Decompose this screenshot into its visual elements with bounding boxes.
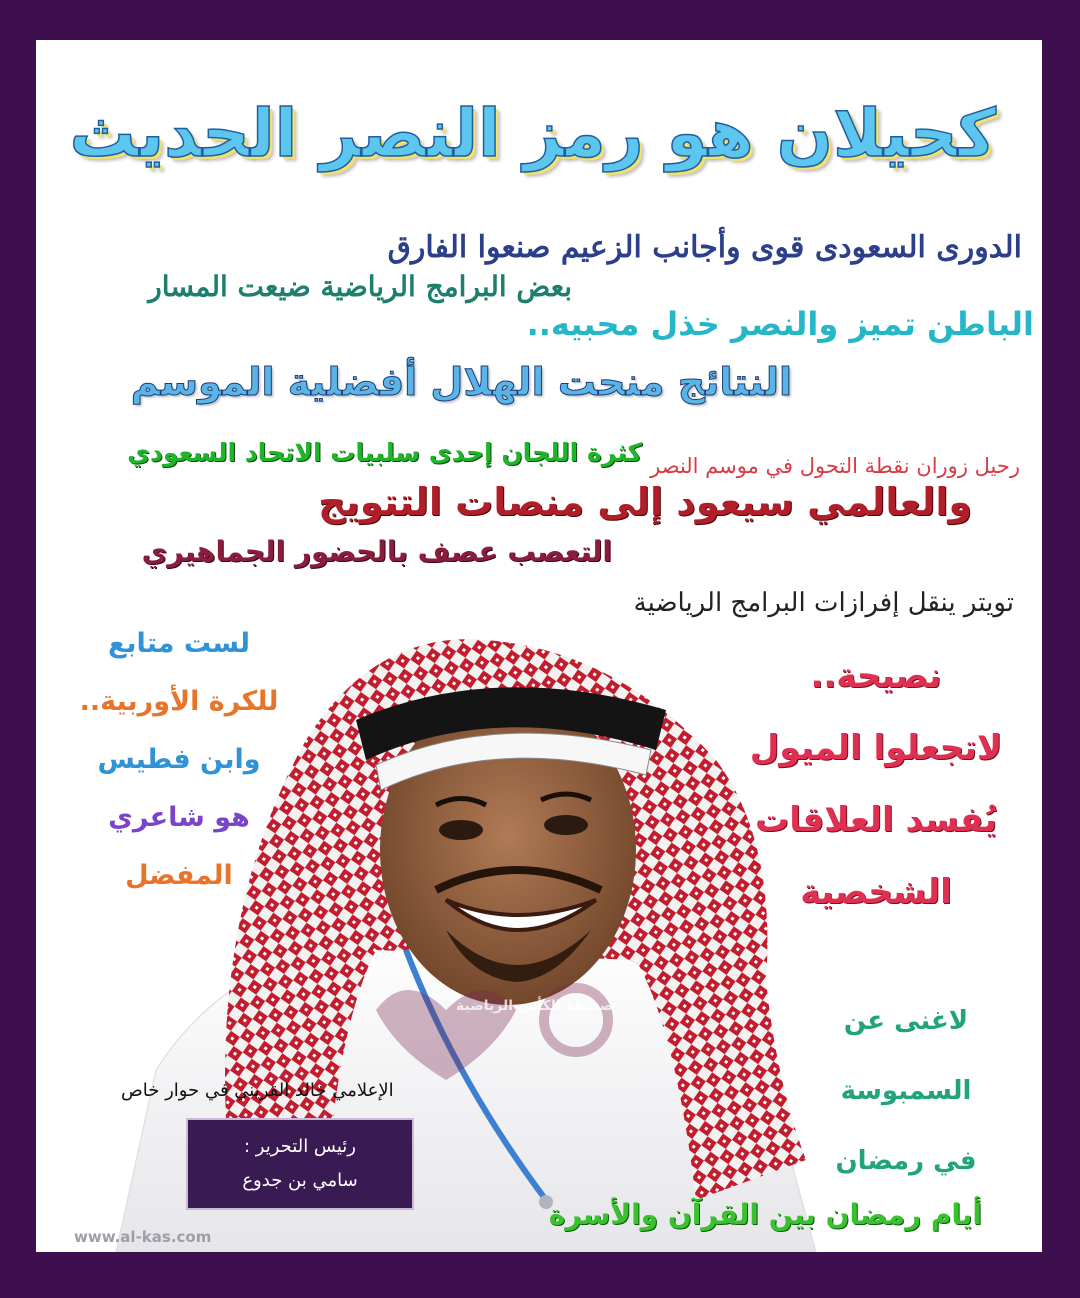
headline-line-zoran: رحيل زوران نقطة التحول في موسم النصر — [650, 454, 1020, 478]
photo-caption: الإعلامي خالد القريني في حوار خاص — [121, 1080, 394, 1101]
editor-box — [186, 1118, 414, 1210]
left-quote-block — [74, 615, 284, 905]
advice-block — [726, 640, 1026, 928]
headline-line-league: الدورى السعودى قوى وأجانب الزعيم صنعوا الفارق — [387, 230, 1022, 265]
headline-line-fanaticism: التعصب عصف بالحضور الجماهيري — [141, 535, 612, 568]
headline-line-twitter: تويتر ينقل إفرازات البرامج الرياضية — [633, 588, 1014, 618]
headline: كحيلان هو رمز النصر الحديث — [69, 95, 996, 172]
cover-page — [36, 40, 1042, 1252]
headline-line-hilal: النتائج منحت الهلال أفضلية الموسم — [130, 360, 792, 404]
editor-name: سامي بن جدوع — [242, 1170, 358, 1191]
advice-line: الشخصية — [800, 872, 952, 912]
headline-line-committees: كثرة اللجان إحدى سلبيات الاتحاد السعودي — [127, 438, 642, 467]
left-quote-line: لست متابع — [107, 628, 251, 659]
headline-line-alaalami: والعالمي سيعود إلى منصات التتويج — [318, 480, 972, 524]
samosa-line: في رمضان — [835, 1146, 977, 1176]
left-quote-line: وابن فطيس — [97, 744, 261, 775]
samosa-line: لاغنى عن — [843, 1006, 969, 1036]
ramadan-line: أيام رمضان بين القرآن والأسرة — [548, 1198, 982, 1231]
editor-title: رئيس التحرير : — [244, 1136, 356, 1157]
headline-line-batin: الباطن تميز والنصر خذل محبيه.. — [526, 305, 1034, 343]
samosa-block — [806, 986, 1006, 1196]
left-quote-line: للكرة الأوربية.. — [79, 686, 279, 717]
left-quote-line: المفضل — [125, 860, 233, 891]
advice-line: يُفسد العلاقات — [755, 800, 997, 840]
headline-line-programs: بعض البرامج الرياضية ضيعت المسار — [148, 270, 572, 303]
advice-line: لاتجعلوا الميول — [749, 728, 1003, 768]
website-url[interactable]: www.al-kas.com — [74, 1228, 212, 1246]
left-quote-line: هو شاعري — [108, 802, 250, 833]
advice-line: نصيحة.. — [810, 656, 942, 696]
samosa-line: السمبوسة — [840, 1076, 972, 1106]
watermark-text: صحيفة الكأس الرياضية — [456, 998, 614, 1014]
